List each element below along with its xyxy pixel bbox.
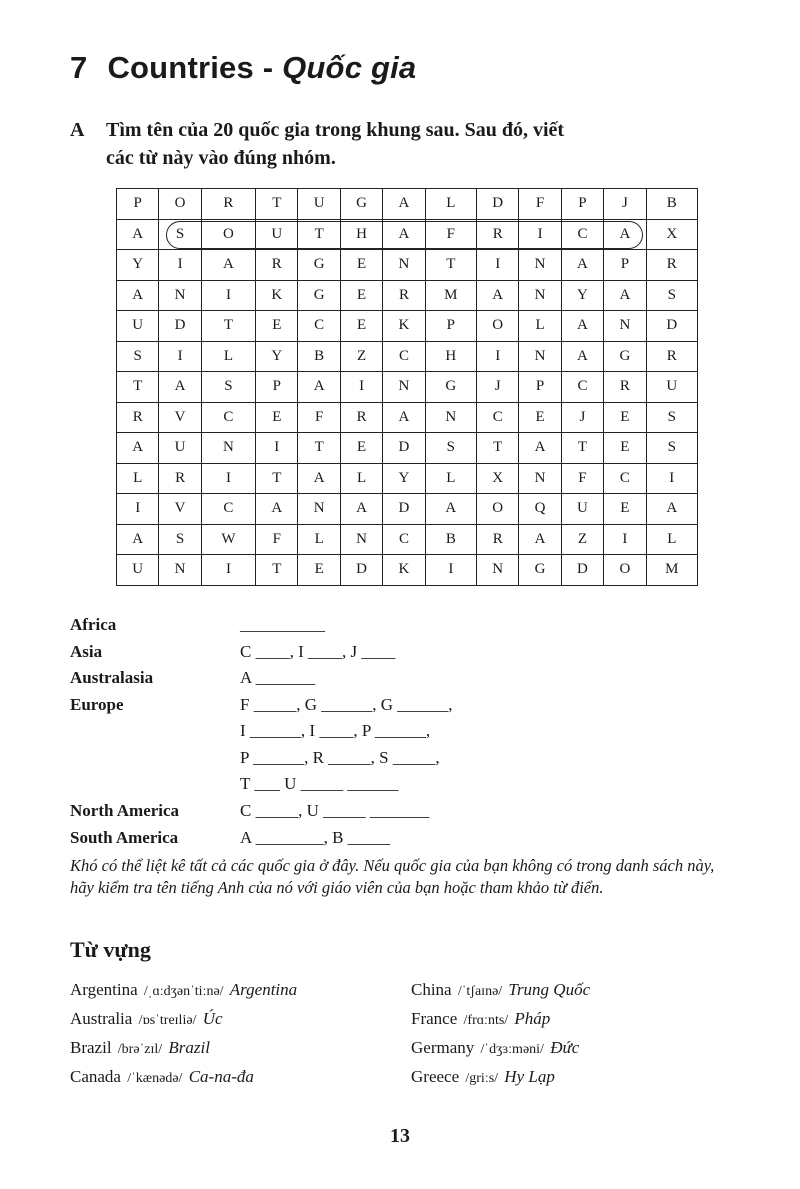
vocab-english: Australia (70, 1009, 133, 1028)
grid-row (117, 402, 698, 433)
grid-cell[interactable]: S (117, 341, 159, 372)
grid-cell[interactable]: M (425, 280, 476, 311)
grid-cell[interactable]: J (561, 402, 603, 433)
grid-cell[interactable]: F (519, 189, 561, 220)
grid-cell[interactable]: L (298, 524, 340, 555)
vocabulary-item (70, 1038, 297, 1067)
grid-cell[interactable]: R (477, 219, 519, 250)
grid-row (117, 341, 698, 372)
grid-cell[interactable]: N (383, 372, 425, 403)
grid-cell[interactable]: I (201, 555, 255, 586)
grid-cell[interactable]: C (383, 341, 425, 372)
grid-row (117, 463, 698, 494)
vocab-english: Argentina (70, 980, 138, 999)
exercise-instruction (70, 116, 730, 172)
grid-cell[interactable]: R (383, 280, 425, 311)
grid-cell[interactable]: I (646, 463, 697, 494)
group-label: South America (70, 828, 179, 847)
vocabulary-item (70, 1067, 297, 1096)
grid-cell[interactable]: X (477, 463, 519, 494)
grid-cell[interactable]: I (477, 250, 519, 281)
vocab-ipa: /frɑːnts/ (463, 1013, 509, 1028)
vocab-ipa: /griːs/ (465, 1071, 499, 1086)
grid-cell[interactable]: A (519, 433, 561, 464)
grid-cell[interactable]: E (604, 494, 646, 525)
grid-cell[interactable]: Y (561, 280, 603, 311)
grid-cell[interactable]: E (256, 311, 298, 342)
vocabulary-heading: Từ vựng (70, 937, 151, 962)
grid-cell[interactable]: G (604, 341, 646, 372)
grid-cell[interactable]: E (340, 433, 382, 464)
grid-cell[interactable]: U (159, 433, 201, 464)
instruction-note: Khó có thể liệt kê tất cả các quốc gia ở đây. Nếu quốc gia của bạn không có trong danh sách này, hãy kiểm tra tên tiếng Anh của nó với giáo viên của bạn hoặc tham khảo từ điển. (70, 856, 715, 897)
grid-cell[interactable]: A (201, 250, 255, 281)
grid-cell[interactable]: Z (561, 524, 603, 555)
grid-cell[interactable]: C (477, 402, 519, 433)
grid-cell[interactable]: U (117, 555, 159, 586)
instruction-line-1: Tìm tên của 20 quốc gia trong khung sau. Sau đó, viết (106, 119, 565, 141)
grid-cell[interactable]: A (159, 372, 201, 403)
grid-cell[interactable]: T (425, 250, 476, 281)
grid-cell[interactable]: X (646, 219, 697, 250)
grid-cell[interactable]: A (604, 280, 646, 311)
grid-cell[interactable]: K (383, 555, 425, 586)
vocab-ipa: /ˌɑːdʒənˈtiːnə/ (143, 984, 224, 999)
page-title (70, 50, 416, 86)
grid-cell[interactable]: A (298, 463, 340, 494)
group-answer[interactable]: __________ (240, 615, 325, 634)
vocabulary-item (70, 980, 297, 1009)
grid-cell[interactable]: R (256, 250, 298, 281)
example-answer-circle (166, 221, 643, 249)
group-answer[interactable]: A ________, B _____ (240, 828, 391, 847)
group-label: Africa (70, 615, 117, 634)
vocab-vietnamese: Brazil (168, 1038, 210, 1057)
vocab-english: Canada (70, 1067, 121, 1086)
grid-cell[interactable]: I (256, 433, 298, 464)
title-vietnamese: Quốc gia (282, 50, 417, 85)
grid-cell[interactable]: Y (256, 341, 298, 372)
vocab-english: Brazil (70, 1038, 112, 1057)
title-english: Countries - (107, 50, 274, 85)
vocabulary-item (411, 980, 590, 1009)
unit-number: 7 (70, 50, 88, 85)
grid-cell[interactable]: T (561, 433, 603, 464)
grid-cell[interactable]: C (604, 463, 646, 494)
grid-cell[interactable]: L (425, 463, 476, 494)
grid-cell[interactable]: I (159, 250, 201, 281)
grid-cell[interactable]: L (519, 311, 561, 342)
grid-cell[interactable]: I (340, 372, 382, 403)
grid-cell[interactable]: E (340, 250, 382, 281)
grid-cell[interactable]: P (561, 189, 603, 220)
grid-cell[interactable]: J (604, 189, 646, 220)
grid-cell[interactable]: F (298, 402, 340, 433)
grid-cell[interactable]: R (477, 524, 519, 555)
grid-cell[interactable]: U (646, 372, 697, 403)
grid-cell[interactable]: A (383, 189, 425, 220)
grid-cell[interactable]: U (561, 494, 603, 525)
group-answer[interactable]: A _______ (240, 668, 316, 687)
grid-cell[interactable]: T (201, 311, 255, 342)
vocab-vietnamese: Trung Quốc (508, 980, 591, 999)
grid-cell[interactable]: A (117, 219, 159, 250)
grid-cell[interactable]: O (159, 189, 201, 220)
grid-cell[interactable]: A (256, 494, 298, 525)
grid-cell[interactable]: C (298, 311, 340, 342)
grid-cell[interactable]: D (477, 189, 519, 220)
grid-cell[interactable]: L (117, 463, 159, 494)
grid-cell[interactable]: R (646, 250, 697, 281)
grid-cell[interactable]: A (383, 219, 425, 250)
grid-row (117, 311, 698, 342)
grid-cell[interactable]: Y (383, 463, 425, 494)
grid-cell[interactable]: A (519, 524, 561, 555)
grid-cell[interactable]: G (298, 280, 340, 311)
grid-cell[interactable]: C (561, 372, 603, 403)
grid-cell[interactable]: F (256, 524, 298, 555)
grid-cell[interactable]: E (604, 402, 646, 433)
grid-cell[interactable]: A (117, 280, 159, 311)
grid-cell[interactable]: U (256, 219, 298, 250)
grid-cell[interactable]: C (201, 402, 255, 433)
grid-cell[interactable]: A (604, 219, 646, 250)
grid-cell[interactable]: H (425, 341, 476, 372)
grid-cell[interactable]: R (646, 341, 697, 372)
grid-cell[interactable]: N (340, 524, 382, 555)
grid-cell[interactable]: G (425, 372, 476, 403)
grid-cell[interactable]: T (298, 219, 340, 250)
grid-cell[interactable]: L (425, 189, 476, 220)
grid-cell[interactable]: H (340, 219, 382, 250)
instruction-line-2: các từ này vào đúng nhóm. (106, 147, 336, 169)
vocab-ipa: /ˈtʃaɪnə/ (457, 984, 503, 999)
grid-cell[interactable]: G (340, 189, 382, 220)
grid-cell[interactable]: A (383, 402, 425, 433)
grid-cell[interactable]: I (159, 341, 201, 372)
vocab-ipa: /ˈkænədə/ (127, 1071, 183, 1086)
grid-cell[interactable]: A (561, 341, 603, 372)
grid-cell[interactable]: K (383, 311, 425, 342)
grid-cell[interactable]: D (340, 555, 382, 586)
grid-cell[interactable]: O (477, 311, 519, 342)
group-label: Australasia (70, 668, 154, 687)
grid-cell[interactable]: A (561, 250, 603, 281)
grid-cell[interactable]: O (604, 555, 646, 586)
grid-cell[interactable]: C (383, 524, 425, 555)
grid-cell[interactable]: A (477, 280, 519, 311)
grid-cell[interactable]: I (201, 463, 255, 494)
grid-cell[interactable]: S (425, 433, 476, 464)
grid-cell[interactable]: F (561, 463, 603, 494)
vocab-vietnamese: Đức (550, 1038, 580, 1057)
grid-cell[interactable]: U (117, 311, 159, 342)
grid-cell[interactable]: N (519, 250, 561, 281)
group-label: North America (70, 801, 180, 820)
vocabulary-item (411, 1038, 590, 1067)
group-answer[interactable]: C ____, I ____, J ____ (240, 642, 396, 661)
grid-cell[interactable]: G (298, 250, 340, 281)
vocabulary-item (70, 1009, 297, 1038)
vocab-vietnamese: Ca-na-đa (188, 1067, 254, 1086)
grid-cell[interactable]: S (201, 372, 255, 403)
grid-cell[interactable]: D (159, 311, 201, 342)
grid-cell[interactable]: T (256, 189, 298, 220)
group-answer[interactable]: I ______, I ____, P ______, (240, 721, 431, 740)
grid-cell[interactable]: I (201, 280, 255, 311)
grid-cell[interactable]: B (298, 341, 340, 372)
grid-cell[interactable]: L (201, 341, 255, 372)
grid-cell[interactable]: I (519, 219, 561, 250)
vocabulary-item (411, 1067, 590, 1096)
grid-row (117, 189, 698, 220)
grid-cell[interactable]: N (519, 280, 561, 311)
grid-cell[interactable]: F (425, 219, 476, 250)
grid-cell[interactable]: Q (519, 494, 561, 525)
grid-cell[interactable]: N (477, 555, 519, 586)
grid-cell[interactable]: R (117, 402, 159, 433)
grid-cell[interactable]: A (646, 494, 697, 525)
grid-cell[interactable]: E (604, 433, 646, 464)
grid-cell[interactable]: O (477, 494, 519, 525)
grid-cell[interactable]: P (256, 372, 298, 403)
grid-cell[interactable]: N (425, 402, 476, 433)
grid-cell[interactable]: O (201, 219, 255, 250)
grid-cell[interactable]: P (117, 189, 159, 220)
grid-cell[interactable]: E (519, 402, 561, 433)
grid-cell[interactable]: A (117, 433, 159, 464)
grid-cell[interactable]: D (383, 433, 425, 464)
grid-cell[interactable]: E (298, 555, 340, 586)
vocab-vietnamese: Hy Lạp (504, 1067, 555, 1086)
grid-row (117, 372, 698, 403)
grid-cell[interactable]: Z (340, 341, 382, 372)
grid-cell[interactable]: I (425, 555, 476, 586)
grid-cell[interactable]: T (298, 433, 340, 464)
grid-cell[interactable]: L (340, 463, 382, 494)
grid-cell[interactable]: R (159, 463, 201, 494)
grid-cell[interactable]: N (159, 555, 201, 586)
grid-cell[interactable]: P (425, 311, 476, 342)
grid-cell[interactable]: T (256, 463, 298, 494)
vocab-ipa: /ɒsˈtreɪliə/ (138, 1013, 197, 1028)
grid-cell[interactable]: E (340, 311, 382, 342)
grid-cell[interactable]: D (646, 311, 697, 342)
grid-cell[interactable]: U (298, 189, 340, 220)
grid-cell[interactable]: T (117, 372, 159, 403)
grid-cell[interactable]: N (159, 280, 201, 311)
vocab-vietnamese: Pháp (514, 1009, 551, 1028)
exercise-letter: A (70, 119, 85, 141)
grid-cell[interactable]: I (604, 524, 646, 555)
grid-cell[interactable]: A (117, 524, 159, 555)
page-number: 13 (390, 1125, 410, 1147)
group-answer[interactable]: F _____, G ______, G ______, (240, 695, 453, 714)
grid-cell[interactable]: D (561, 555, 603, 586)
group-answer[interactable]: P ______, R _____, S _____, (240, 748, 440, 767)
grid-cell[interactable]: V (159, 494, 201, 525)
vocab-vietnamese: Úc (202, 1009, 223, 1028)
grid-cell[interactable]: I (117, 494, 159, 525)
grid-cell[interactable]: T (477, 433, 519, 464)
grid-row (117, 494, 698, 525)
vocab-english: Germany (411, 1038, 475, 1057)
grid-cell[interactable]: A (298, 372, 340, 403)
grid-cell[interactable]: N (201, 433, 255, 464)
grid-cell[interactable]: G (519, 555, 561, 586)
grid-cell[interactable]: R (340, 402, 382, 433)
grid-cell[interactable]: W (201, 524, 255, 555)
grid-cell[interactable]: N (604, 311, 646, 342)
vocab-ipa: /brəˈzɪl/ (117, 1042, 163, 1057)
grid-cell[interactable]: P (519, 372, 561, 403)
grid-cell[interactable]: T (256, 555, 298, 586)
grid-cell[interactable]: S (159, 219, 201, 250)
vocabulary-column-left (70, 980, 297, 1096)
grid-cell[interactable]: S (646, 433, 697, 464)
grid-cell[interactable]: V (159, 402, 201, 433)
vocab-english: France (411, 1009, 458, 1028)
grid-cell[interactable]: Y (117, 250, 159, 281)
grid-cell[interactable]: A (425, 494, 476, 525)
vocabulary-column-right (411, 980, 590, 1096)
grid-cell[interactable]: N (519, 341, 561, 372)
group-answer[interactable]: C _____, U _____ _______ (240, 801, 430, 820)
grid-cell[interactable]: A (561, 311, 603, 342)
grid-cell[interactable]: J (477, 372, 519, 403)
grid-cell[interactable]: M (646, 555, 697, 586)
grid-row (117, 555, 698, 586)
grid-cell[interactable]: P (604, 250, 646, 281)
grid-cell[interactable]: I (477, 341, 519, 372)
grid-cell[interactable]: S (646, 402, 697, 433)
group-label: Asia (70, 642, 103, 661)
vocab-ipa: /ˈdʒɜːməni/ (480, 1042, 544, 1057)
group-answer[interactable]: T ___ U _____ ______ (240, 774, 399, 793)
grid-row (117, 433, 698, 464)
grid-cell[interactable]: R (201, 189, 255, 220)
grid-cell[interactable]: S (646, 280, 697, 311)
grid-cell[interactable]: N (383, 250, 425, 281)
vocab-english: Greece (411, 1067, 460, 1086)
grid-cell[interactable]: N (519, 463, 561, 494)
grid-row (117, 280, 698, 311)
grid-row (117, 250, 698, 281)
vocab-vietnamese: Argentina (229, 980, 298, 999)
grid-cell[interactable]: C (561, 219, 603, 250)
grid-cell[interactable]: D (383, 494, 425, 525)
grid-cell[interactable]: E (340, 280, 382, 311)
group-label: Europe (70, 695, 124, 714)
grid-row (117, 524, 698, 555)
grid-cell[interactable]: A (340, 494, 382, 525)
grid-cell[interactable]: R (604, 372, 646, 403)
grid-cell[interactable]: S (159, 524, 201, 555)
grid-cell[interactable]: N (298, 494, 340, 525)
grid-cell[interactable]: B (425, 524, 476, 555)
vocabulary-item (411, 1009, 590, 1038)
grid-cell[interactable]: E (256, 402, 298, 433)
grid-cell[interactable]: L (646, 524, 697, 555)
grid-cell[interactable]: K (256, 280, 298, 311)
grid-cell[interactable]: B (646, 189, 697, 220)
grid-cell[interactable]: C (201, 494, 255, 525)
vocab-english: China (411, 980, 452, 999)
